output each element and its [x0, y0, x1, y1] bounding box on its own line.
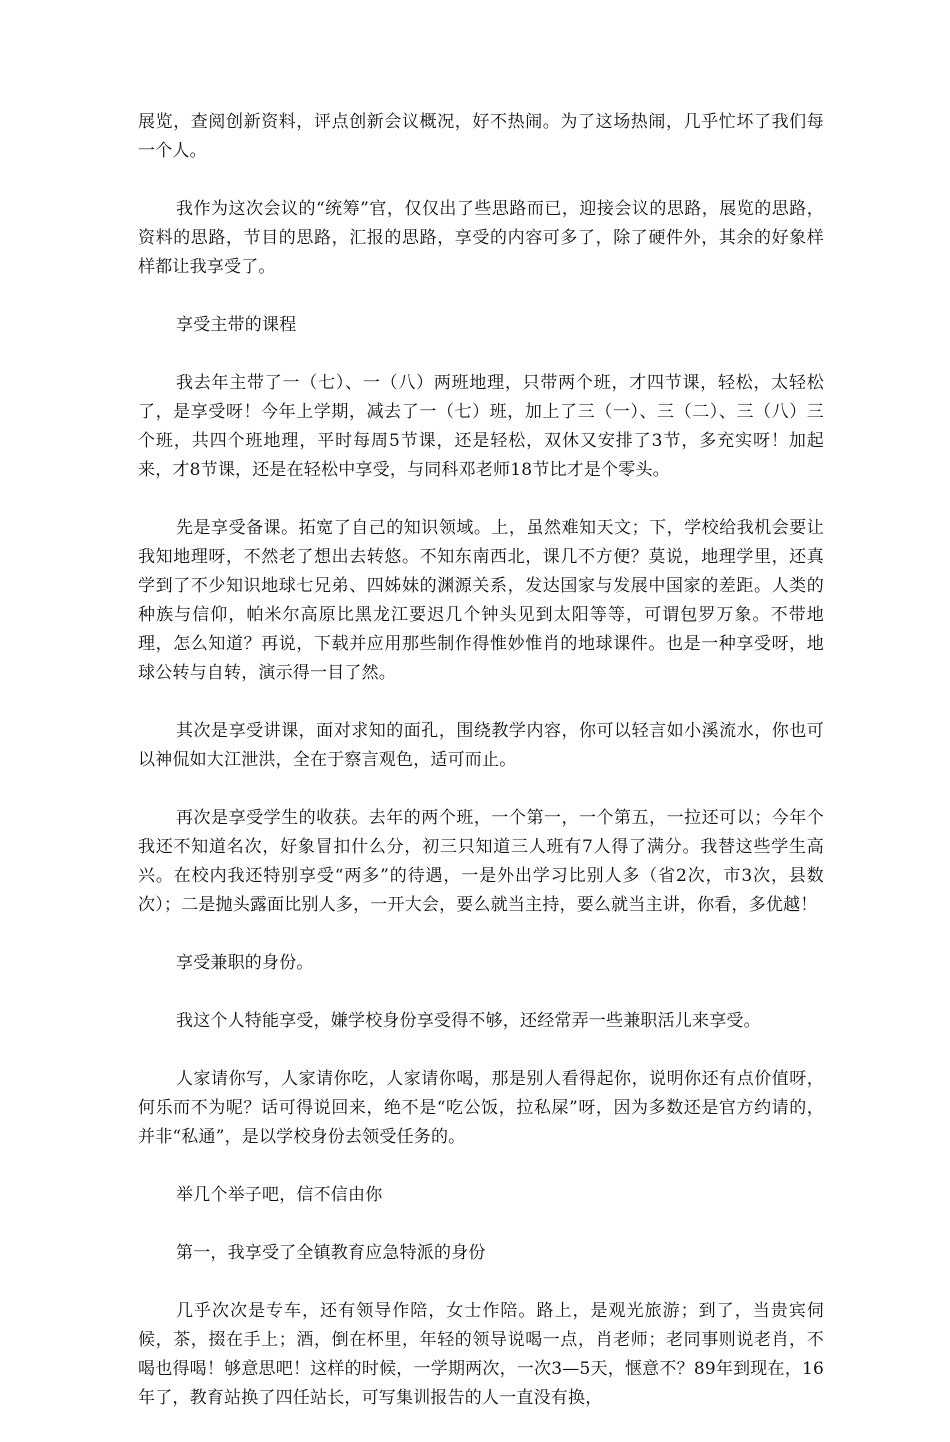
document-body [138, 108, 824, 1442]
paragraph-9: 我这个人特能享受，嫌学校身份享受得不够，还经常弄一些兼职活儿来享受。 [176, 1011, 761, 1031]
paragraph-10: 人家请你写，人家请你吃，人家请你喝，那是别人看得起你，说明你还有点价值呀，何乐而不为呢？话可得说回来，绝不是“吃公饭，拉私屎”呀，因为多数还是官方约请的，并非“私通”，是以学校身份去领受任务的。 [138, 1069, 824, 1147]
section-heading-part-time: 享受兼职的身份。 [176, 953, 314, 973]
paragraph-11: 举几个举子吧，信不信由你 [176, 1185, 383, 1205]
paragraph-7: 再次是享受学生的收获。去年的两个班，一个第一，一个第五，一拉还可以；今年个我还不知道名次，好象冒扣什么分，初三只知道三人班有7人得了满分。我替这些学生高兴。在校内我还特别享受“两多”的待遇，一是外出学习比别人多（省2次，市3次，县数次）；二是抛头露面比别人多，一开大会，要么就当主持，要么就当主讲，你看，多优越！ [138, 808, 824, 915]
paragraph-2: 我作为这次会议的“统筹”官，仅仅出了些思路而已，迎接会议的思路，展览的思路，资料的思路，节目的思路，汇报的思路，享受的内容可多了，除了硬件外，其余的好象样样都让我享受了。 [138, 199, 824, 277]
section-heading-course: 享受主带的课程 [176, 315, 297, 335]
paragraph-13: 几乎次次是专车，还有领导作陪，女士作陪。路上，是观光旅游；到了，当贵宾伺候，茶，掇在手上；酒，倒在杯里，年轻的领导说喝一点，肖老师；老同事则说老肖，不喝也得喝！够意思吧！这样的时候，一学期两次，一次3—5天，惬意不？89年到现在，16年了，教育站换了四任站长，可写集训报告的人一直没有换， [138, 1301, 824, 1408]
section-heading-first: 第一，我享受了全镇教育应急特派的身份 [176, 1243, 486, 1263]
paragraph-4: 我去年主带了一（七）、一（八）两班地理，只带两个班，才四节课，轻松，太轻松了，是享受呀！今年上学期，减去了一（七）班，加上了三（一）、三（二）、三（八）三个班，共四个班地理，平时每周5节课，还是轻松，双休又安排了3节，多充实呀！加起来，才8节课，还是在轻松中享受，与同科邓老师18节比才是个零头。 [138, 373, 824, 480]
paragraph-5: 先是享受备课。拓宽了自己的知识领域。上，虽然难知天文；下，学校给我机会要让我知地理呀，不然老了想出去转悠。不知东南西北，课几不方便？莫说，地理学里，还真学到了不少知识地球七兄弟、四姊妹的渊源关系，发达国家与发展中国家的差距。人类的种族与信仰，帕米尔高原比黑龙江要迟几个钟头见到太阳等等，可谓包罗万象。不带地理，怎么知道？再说，下载并应用那些制作得惟妙惟肖的地球课件。也是一种享受呀，地球公转与自转，演示得一目了然。 [138, 518, 824, 683]
paragraph-1: 展览，查阅创新资料，评点创新会议概况，好不热闹。为了这场热闹，几乎忙坏了我们每一个人。 [138, 112, 824, 161]
paragraph-6: 其次是享受讲课，面对求知的面孔，围绕教学内容，你可以轻言如小溪流水，你也可以神侃如大江泄洪，全在于察言观色，适可而止。 [138, 721, 824, 770]
